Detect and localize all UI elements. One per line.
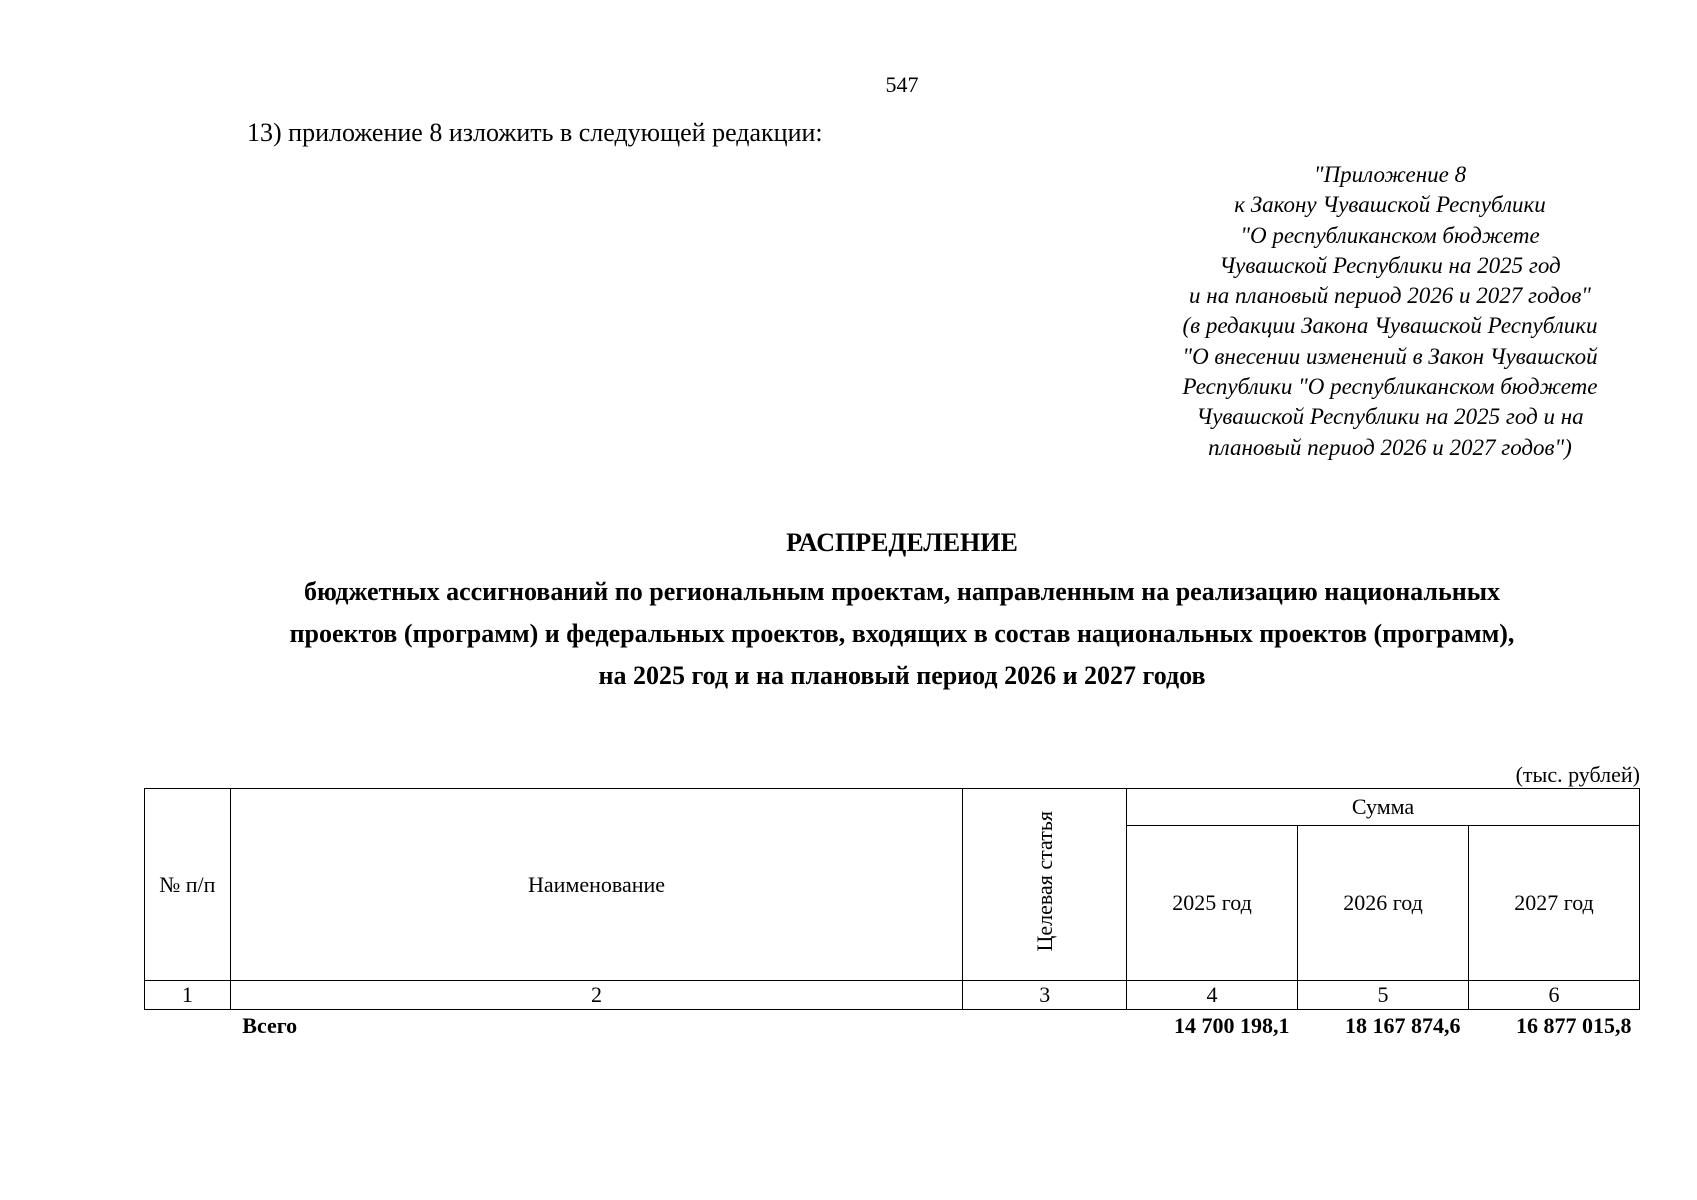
subtitle-line: бюджетных ассигнований по региональным проектам, направленным на реализацию национальных — [303, 577, 1501, 606]
header-sum: Сумма — [1127, 789, 1640, 826]
appendix-note-line: и на плановый период 2026 и 2027 годов" — [1189, 283, 1591, 309]
column-number: 6 — [1468, 981, 1639, 1010]
appendix-note-line: "О республиканском бюджете — [1240, 222, 1540, 248]
table-header-row — [145, 789, 1640, 826]
budget-table — [144, 788, 1640, 1042]
appendix-note-line: (в редакции Закона Чувашской Республики — [1182, 313, 1598, 339]
total-row — [145, 1010, 1640, 1043]
appendix-note-line: Чувашской Республики на 2025 год — [1219, 252, 1561, 278]
page-number: 547 — [885, 72, 919, 97]
appendix-note-line: плановый период 2026 и 2027 годов") — [1208, 434, 1572, 460]
appendix-note-line: Чувашской Республики на 2025 год и на — [1196, 404, 1584, 430]
total-empty-cell — [145, 1010, 231, 1043]
instruction-text: 13) приложение 8 изложить в следующей редакции: — [247, 118, 823, 147]
column-number: 4 — [1127, 981, 1298, 1010]
header-target-article-text: Целевая статья — [1031, 811, 1057, 952]
total-2027: 16 877 015,8 — [1516, 1013, 1632, 1038]
header-year-2027: 2027 год — [1468, 826, 1639, 981]
column-numbers-row — [145, 981, 1640, 1010]
column-number: 5 — [1298, 981, 1469, 1010]
header-year-2025: 2025 год — [1127, 826, 1298, 981]
subtitle-line: на 2025 год и на плановый период 2026 и 2027 годов — [598, 661, 1206, 690]
column-number: 3 — [963, 981, 1127, 1010]
appendix-note-line: "О внесении изменений в Закон Чувашской — [1182, 343, 1598, 369]
header-year-2026: 2026 год — [1298, 826, 1469, 981]
document-title: РАСПРЕДЕЛЕНИЕ — [786, 528, 1018, 557]
total-2026: 18 167 874,6 — [1344, 1013, 1461, 1038]
column-number: 1 — [145, 981, 231, 1010]
header-target-article — [963, 789, 1127, 981]
column-number: 2 — [230, 981, 963, 1010]
header-name: Наименование — [230, 789, 963, 981]
total-2025: 14 700 198,1 — [1174, 1013, 1290, 1038]
header-number: № п/п — [145, 789, 231, 981]
appendix-note-line: к Закону Чувашской Республики — [1234, 192, 1546, 218]
total-empty-cell — [963, 1010, 1127, 1043]
document-subtitle — [226, 571, 1578, 697]
units-label: (тыс. рублей) — [1515, 762, 1640, 787]
appendix-note-line: Республики "О республиканском бюджете — [1182, 374, 1598, 400]
total-label: Всего — [242, 1013, 298, 1038]
appendix-note — [1140, 160, 1640, 463]
appendix-note-line: "Приложение 8 — [1313, 162, 1467, 187]
subtitle-line: проектов (программ) и федеральных проектов, входящих в состав национальных проектов (программ), — [289, 619, 1515, 648]
